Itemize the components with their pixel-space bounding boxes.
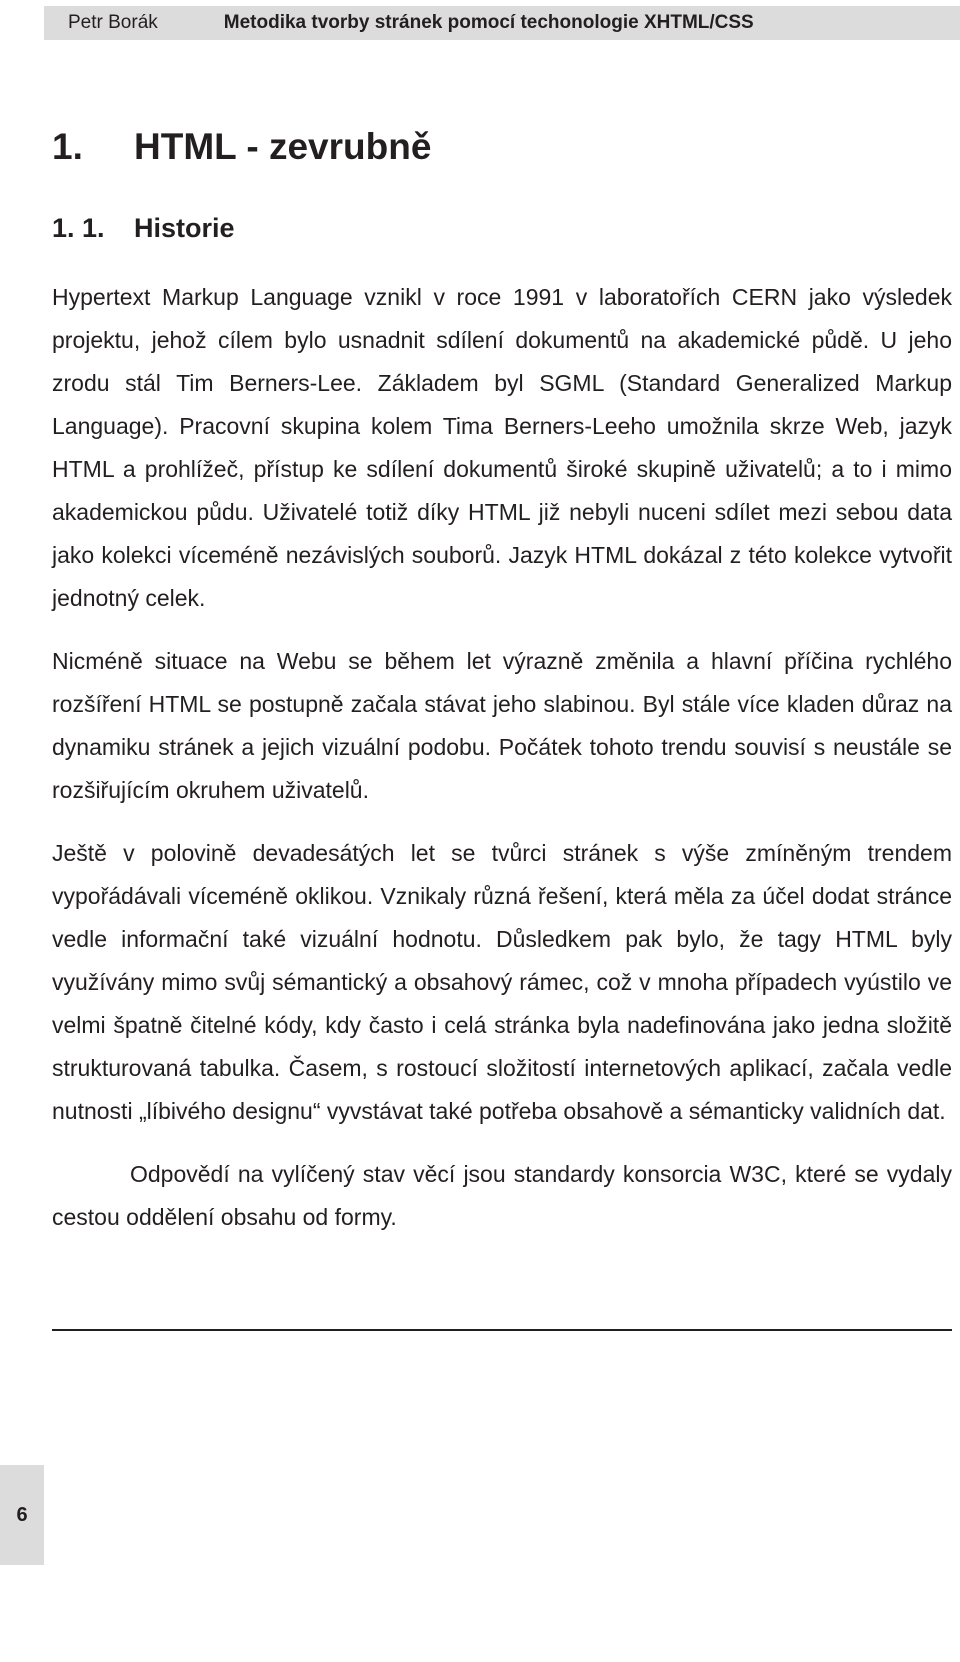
paragraph: Hypertext Markup Language vznikl v roce 1991 v laboratořích CERN jako výsledek projektu, jehož cílem bylo usnadnit sdílení dokumentů na akademické půdě. U jeho zrodu stál Tim Berners-Lee. Základem byl SGML (Standard Generalized Markup Language). Pracovní skupina kolem Tima Berners-Leeho umožnila skrze Web, jazyk HTML a prohlížeč, přístup ke sdílení dokumentů široké skupině uživatelů; a to i mimo akademickou půdu. Uživatelé totiž díky HTML již nebyli nuceni sdílet mezi sebou data jako kolekci víceméně nezávislých souborů. Jazyk HTML dokázal z této kolekce vytvořit jednotný celek. (52, 284, 952, 611)
page-number: 6 (0, 1465, 44, 1565)
section-number: 1. 1. (52, 213, 105, 243)
running-header (44, 6, 960, 40)
header-title: Metodika tvorby stránek pomocí techonologie XHTML/CSS (223, 12, 754, 33)
paragraph: Ještě v polovině devadesátých let se tvůrci stránek s výše zmíněným trendem vypořádávali víceméně oklikou. Vznikaly různá řešení, která měla za účel dodat stránce vedle informační také vizuální hodnotu. Důsledkem pak bylo, že tagy HTML byly využívány mimo svůj sémantický a obsahový rámec, což v mnoha případech vyústilo ve velmi špatně čitelné kódy, kdy často i celá stránka byla nadefinována jako jedna složitě strukturovaná tabulka. Časem, s rostoucí složitostí internetových aplikací, začala vedle nutnosti „líbivého designu“ vyvstávat také potřeba obsahově a sémanticky validních dat. (52, 840, 952, 1124)
body-text (52, 276, 952, 1259)
header-author: Petr Borák (68, 12, 158, 33)
footer-rule (52, 1329, 952, 1331)
paragraph: Nicméně situace na Webu se během let výrazně změnila a hlavní příčina rychlého rozšíření HTML se postupně začala stávat jeho slabinou. Byl stále více kladen důraz na dynamiku stránek a jejich vizuální podobu. Počátek tohoto trendu souvisí s neustále se rozšiřujícím okruhem uživatelů. (52, 648, 952, 803)
section-heading (52, 213, 235, 244)
paragraph: Odpovědí na vylíčený stav věcí jsou standardy konsorcia W3C, které se vydaly cestou oddělení obsahu od formy. (52, 1161, 952, 1230)
chapter-heading (52, 126, 431, 168)
chapter-number: 1. (52, 126, 83, 167)
section-title: Historie (134, 213, 235, 243)
chapter-title: HTML - zevrubně (134, 126, 432, 167)
